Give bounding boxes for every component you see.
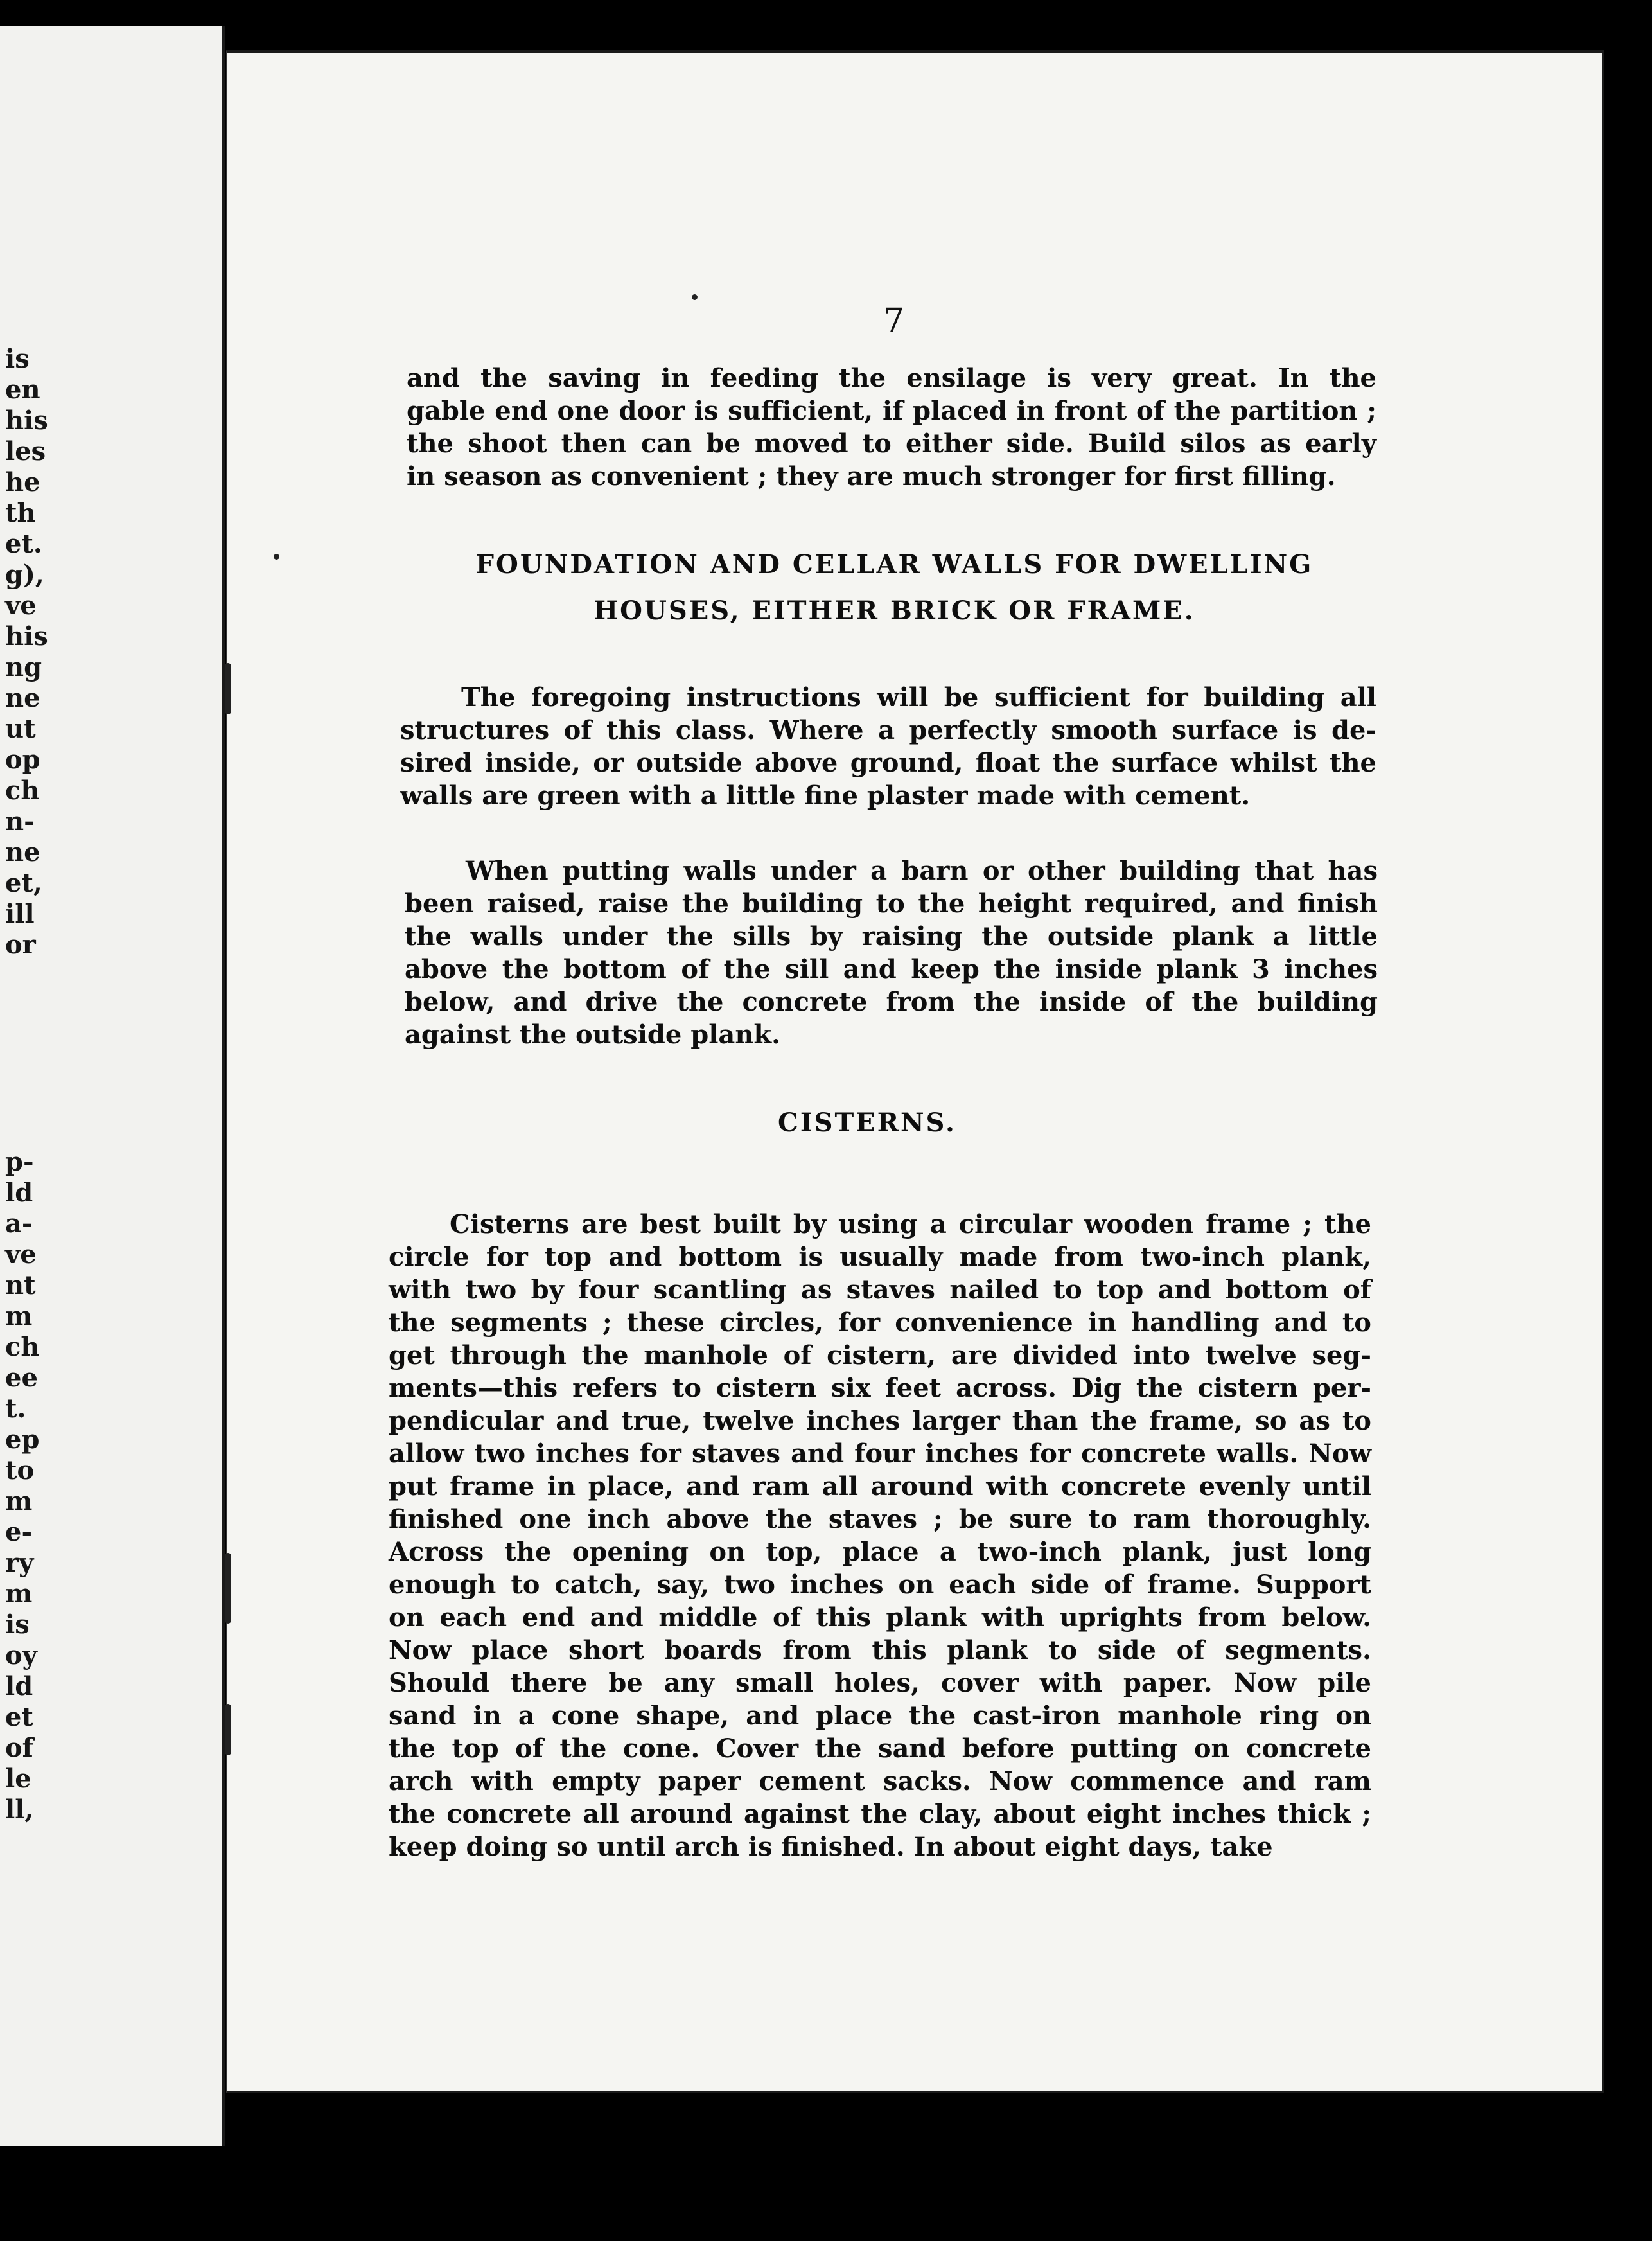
- text-line: pendicular and true, twelve inches larger than the frame, so as to: [389, 1406, 1371, 1436]
- left-page-word-fragment: ne: [5, 837, 40, 867]
- text-line: the top of the cone. Cover the sand before putting on concrete: [389, 1733, 1371, 1764]
- left-page-word-fragment: ng: [5, 652, 42, 682]
- left-page-word-fragment: ch: [5, 775, 40, 806]
- left-page-word-fragment: m: [5, 1486, 33, 1516]
- section-heading-cisterns: CISTERNS.: [778, 1108, 956, 1138]
- text-line: been raised, raise the building to the height required, and finish: [405, 889, 1378, 919]
- left-page-word-fragment: is: [5, 1609, 30, 1640]
- text-line: put frame in place, and ram all around with concrete evenly until: [389, 1471, 1371, 1501]
- text-line: on each end and middle of this plank with uprights from below.: [389, 1602, 1371, 1633]
- heading-line: HOUSES, EITHER BRICK OR FRAME.: [593, 596, 1195, 626]
- left-page-text-bottom: [5, 1147, 82, 1825]
- left-page-word-fragment: ve: [5, 590, 37, 621]
- text-line: with two by four scantling as staves nailed to top and bottom of: [389, 1275, 1371, 1305]
- left-page-word-fragment: nt: [5, 1270, 36, 1300]
- left-page-word-fragment: et: [5, 1702, 33, 1732]
- foundation-paragraph-1: [400, 681, 1376, 812]
- left-page-word-fragment: op: [5, 745, 40, 775]
- left-page-word-fragment: ee: [5, 1363, 38, 1393]
- text-line: gable end one door is sufficient, if placed in front of the partition ;: [407, 396, 1376, 426]
- left-page-word-fragment: ne: [5, 683, 40, 713]
- left-page-word-fragment: et,: [5, 868, 42, 898]
- left-page-word-fragment: n-: [5, 806, 35, 837]
- text-line: allow two inches for staves and four inches for concrete walls. Now: [389, 1439, 1371, 1469]
- text-line: sired inside, or outside above ground, float the surface whilst the: [400, 748, 1376, 778]
- left-page-word-fragment: t.: [5, 1394, 26, 1424]
- left-page-word-fragment: of: [5, 1733, 33, 1763]
- left-page-word-fragment: ut: [5, 714, 36, 744]
- left-page-word-fragment: ill: [5, 899, 35, 929]
- left-page-word-fragment: th: [5, 498, 36, 528]
- left-page-word-fragment: ep: [5, 1424, 40, 1455]
- left-page-word-fragment: m: [5, 1301, 33, 1331]
- text-line: the segments ; these circles, for convenience in handling and to: [389, 1307, 1371, 1338]
- left-page-word-fragment: to: [5, 1455, 35, 1485]
- text-line: structures of this class. Where a perfectly smooth surface is de-: [400, 715, 1376, 745]
- text-line: keep doing so until arch is finished. In about eight days, take: [389, 1832, 1273, 1862]
- left-page-word-fragment: m: [5, 1579, 33, 1609]
- spine-dot: [692, 294, 698, 300]
- left-page-word-fragment: et.: [5, 529, 42, 559]
- left-page-word-fragment: p-: [5, 1147, 34, 1177]
- text-line: Cisterns are best built by using a circular wooden frame ; the: [450, 1209, 1371, 1239]
- left-page-word-fragment: le: [5, 1764, 31, 1794]
- page-number: 7: [883, 302, 905, 341]
- spine-mark: [225, 663, 231, 714]
- left-page-word-fragment: oy: [5, 1640, 37, 1670]
- left-page-word-fragment: he: [5, 467, 40, 497]
- spine-mark: [225, 1553, 231, 1624]
- text-line: the walls under the sills by raising the outside plank a little: [405, 921, 1378, 952]
- text-line: The foregoing instructions will be sufficient for building all: [461, 682, 1376, 713]
- left-page-word-fragment: is: [5, 344, 30, 374]
- left-page-word-fragment: en: [5, 375, 40, 405]
- text-line: arch with empty paper cement sacks. Now commence and ram: [389, 1766, 1371, 1796]
- text-line: When putting walls under a barn or other building that has: [466, 856, 1378, 886]
- text-line: the shoot then can be moved to either side. Build silos as early: [407, 429, 1376, 459]
- left-page-word-fragment: or: [5, 930, 36, 960]
- left-page-text-top: [5, 344, 82, 961]
- foundation-paragraph-2: [405, 855, 1378, 1051]
- left-page-word-fragment: ve: [5, 1239, 37, 1270]
- heading-line: FOUNDATION AND CELLAR WALLS FOR DWELLING: [475, 549, 1314, 580]
- text-line: Now place short boards from this plank to side of segments.: [389, 1635, 1371, 1665]
- text-line: above the bottom of the sill and keep the inside plank 3 inches: [405, 954, 1378, 984]
- text-line: sand in a cone shape, and place the cast-iron manhole ring on: [389, 1701, 1371, 1731]
- left-page-word-fragment: ll,: [5, 1794, 34, 1825]
- text-line: finished one inch above the staves ; be sure to ram thoroughly.: [389, 1504, 1371, 1534]
- left-page-word-fragment: ch: [5, 1332, 40, 1362]
- left-page-word-fragment: ld: [5, 1178, 33, 1208]
- section-heading-foundation: [411, 542, 1378, 634]
- spine-dot: [274, 554, 279, 560]
- left-page-word-fragment: his: [5, 621, 48, 651]
- text-line: against the outside plank.: [405, 1020, 781, 1050]
- text-line: and the saving in feeding the ensilage is very great. In the: [407, 363, 1376, 393]
- cisterns-paragraph: [389, 1208, 1371, 1863]
- text-line: circle for top and bottom is usually made from two-inch plank,: [389, 1242, 1371, 1272]
- left-page-word-fragment: ry: [5, 1548, 34, 1578]
- text-line: Across the opening on top, place a two-inch plank, just long: [389, 1537, 1371, 1567]
- left-page-word-fragment: his: [5, 405, 48, 436]
- text-line: Should there be any small holes, cover with paper. Now pile: [389, 1668, 1371, 1698]
- left-page-fragment: [0, 26, 225, 2146]
- text-line: enough to catch, say, two inches on each side of frame. Support: [389, 1570, 1371, 1600]
- left-page-word-fragment: les: [5, 436, 46, 466]
- text-line: get through the manhole of cistern, are divided into twelve seg-: [389, 1340, 1371, 1370]
- text-line: ments—this refers to cistern six feet across. Dig the cistern per-: [389, 1373, 1371, 1403]
- spine-mark: [225, 1704, 231, 1755]
- text-line: walls are green with a little fine plaster made with cement.: [400, 781, 1251, 811]
- text-line: the concrete all around against the clay, about eight inches thick ;: [389, 1799, 1371, 1829]
- text-line: below, and drive the concrete from the inside of the building: [405, 987, 1378, 1017]
- left-page-word-fragment: a-: [5, 1209, 33, 1239]
- text-line: in season as convenient ; they are much stronger for first filling.: [407, 461, 1336, 492]
- intro-paragraph: [407, 362, 1376, 493]
- left-page-word-fragment: ld: [5, 1671, 33, 1701]
- left-page-word-fragment: g),: [5, 560, 44, 590]
- left-page-word-fragment: e-: [5, 1517, 33, 1547]
